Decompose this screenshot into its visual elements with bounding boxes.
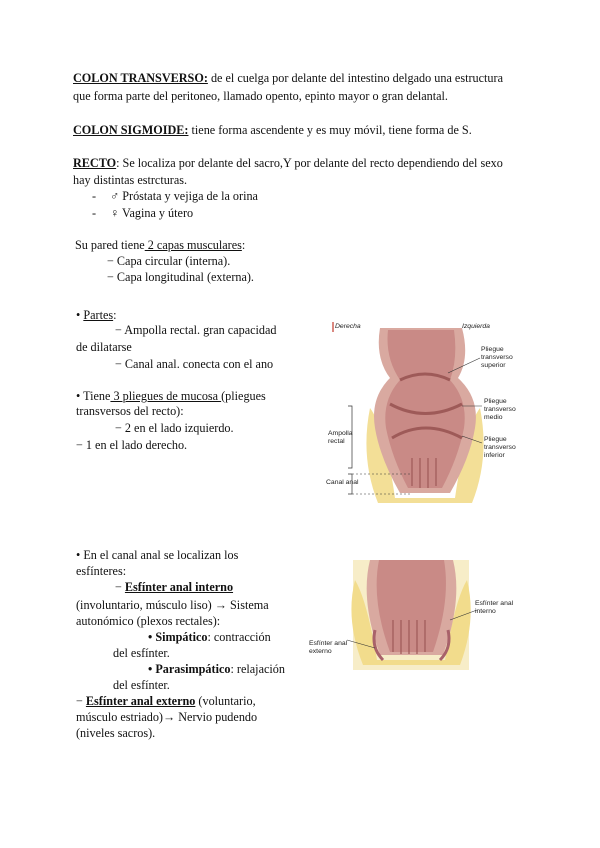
bullet: • xyxy=(148,662,153,676)
figure1-label-right: Derecha xyxy=(335,323,361,330)
esfinter-externo-nerve: Nervio pudendo xyxy=(175,710,258,724)
partes-line3: − Canal anal. conecta con el ano xyxy=(115,357,274,371)
label-line: externo xyxy=(309,648,332,655)
esfinter-externo-line2 xyxy=(76,709,257,725)
label-line: Esfínter anal xyxy=(475,600,514,607)
esfinter-interno-desc: (involuntario, músculo liso) xyxy=(76,598,212,612)
pared-capas-underlined: 2 capas musculares xyxy=(144,238,242,252)
label-line: inferior xyxy=(484,452,505,459)
label-line: Esfínter anal xyxy=(309,640,348,647)
pliegues-prefix: Tiene xyxy=(80,389,111,403)
pared-item-circular: − Capa circular (interna). xyxy=(107,254,231,268)
parasimpatico-line2: del esfínter. xyxy=(113,678,170,692)
list-dash: − xyxy=(115,580,125,594)
recto-item-male xyxy=(92,188,258,204)
colon-sigmoide-text: tiene forma ascendente y es muy móvil, tiene forma de S. xyxy=(188,123,472,137)
esfinter-interno-line2 xyxy=(76,597,269,613)
figure1-label-pliegue-superior xyxy=(481,346,513,370)
partes-heading-line xyxy=(76,307,117,323)
male-symbol-icon: ♂ xyxy=(110,189,120,203)
label-line: superior xyxy=(481,362,506,369)
list-item-text: Próstata y vejiga de la orina xyxy=(119,189,258,203)
esfinter-externo-muscle: músculo estriado) xyxy=(76,710,163,724)
recto-line2: hay distintas estrcturas. xyxy=(73,173,188,187)
recto-line1 xyxy=(73,155,503,171)
label-line: Pliegue xyxy=(484,436,507,443)
pared-colon: : xyxy=(241,238,246,252)
list-dash: − xyxy=(76,694,86,708)
label-line: transverso xyxy=(484,406,516,413)
esfinter-interno-line xyxy=(115,579,233,595)
esfinter-externo-line xyxy=(76,693,256,709)
label-line: Pliegue xyxy=(484,398,507,405)
esfinter-interno-label: Esfínter anal interno xyxy=(124,580,234,594)
pliegues-line4: − 1 en el lado derecho. xyxy=(76,438,188,452)
pliegues-line3: − 2 en el lado izquierdo. xyxy=(115,421,234,435)
list-item-text: Vagina y útero xyxy=(119,206,194,220)
colon-sigmoide-heading: COLON SIGMOIDE: xyxy=(73,123,189,137)
label-line: transverso xyxy=(484,444,516,451)
colon-transverso-heading: COLON TRANSVERSO: xyxy=(73,71,208,85)
list-dash: - xyxy=(92,206,97,220)
esfinter-interno-line3: autonómico (plexos rectales): xyxy=(76,614,221,628)
parasimpatico-label: Parasimpático xyxy=(152,662,231,676)
simpatico-line2: del esfínter. xyxy=(113,646,170,660)
label-line: Ampolla xyxy=(328,430,353,437)
bullet: • xyxy=(76,308,81,322)
right-arrow-icon: → xyxy=(214,598,227,612)
pliegues-line1 xyxy=(76,388,266,404)
label-line: medio xyxy=(484,414,503,421)
simpatico-line xyxy=(148,629,271,645)
esfinter-interno-system: Sistema xyxy=(226,598,269,612)
bullet: • xyxy=(76,548,81,562)
female-symbol-icon: ♀ xyxy=(110,206,120,220)
label-line: transverso xyxy=(481,354,513,361)
simpatico-label: Simpático xyxy=(152,630,208,644)
bullet: • xyxy=(76,389,81,403)
recto-text: : Se localiza por delante del sacro,Y por delante del recto dependiendo del sexo xyxy=(116,156,503,170)
esfinteres-intro: En el canal anal se localizan los xyxy=(80,548,239,562)
colon-transverso-line1 xyxy=(73,70,503,86)
sphincter-anatomy-illustration xyxy=(305,560,525,675)
partes-line2: de dilatarse xyxy=(76,340,132,354)
pared-item-longitudinal: − Capa longitudinal (externa). xyxy=(107,270,254,284)
pliegues-line2: transversos del recto): xyxy=(76,404,184,418)
simpatico-text: : contracción xyxy=(207,630,271,644)
figure1-label-pliegue-inferior xyxy=(484,436,516,460)
pliegues-suffix: (pliegues xyxy=(221,389,266,403)
recto-item-female xyxy=(92,205,193,221)
esfinter-externo-desc: (voluntario, xyxy=(195,694,256,708)
label-line: interno xyxy=(475,608,496,615)
colon-transverso-line2: que forma parte del peritoneo, llamado opento, epinto mayor o gran delantal. xyxy=(73,89,448,103)
figure1-label-canal-anal: Canal anal xyxy=(326,479,359,486)
parasimpatico-text: : relajación xyxy=(230,662,285,676)
esfinteres-line1 xyxy=(76,547,238,563)
esfinteres-line2: esfínteres: xyxy=(76,564,127,578)
pared-intro: Su pared tiene xyxy=(75,238,145,252)
esfinter-externo-label: Esfínter anal externo xyxy=(85,694,196,708)
right-arrow-icon: → xyxy=(163,710,176,724)
figure2-label-externo xyxy=(309,640,347,656)
figure2-label-interno xyxy=(475,600,513,616)
rectum-anatomy-figure xyxy=(326,318,520,513)
recto-heading: RECTO xyxy=(73,156,117,170)
parasimpatico-line xyxy=(148,661,285,677)
partes-label: Partes xyxy=(83,308,114,322)
label-line: Pliegue xyxy=(481,346,504,353)
figure1-label-left: Izquierda xyxy=(462,323,490,330)
figure1-label-pliegue-medio xyxy=(484,398,516,422)
list-dash: - xyxy=(92,189,97,203)
bullet: • xyxy=(148,630,153,644)
colon-sigmoide-line xyxy=(73,122,472,138)
partes-line1: − Ampolla rectal. gran capacidad xyxy=(115,323,277,337)
colon-transverso-text: de el cuelga por delante del intestino delgado una estructura xyxy=(207,71,503,85)
label-line: rectal xyxy=(328,438,345,445)
esfinter-externo-line3: (niveles sacros). xyxy=(76,726,156,740)
partes-colon: : xyxy=(113,308,117,322)
pared-line xyxy=(75,237,245,253)
sphincter-anatomy-figure xyxy=(305,560,525,675)
pliegues-underlined: 3 pliegues de mucosa xyxy=(110,389,222,403)
figure1-label-ampolla xyxy=(328,430,353,446)
